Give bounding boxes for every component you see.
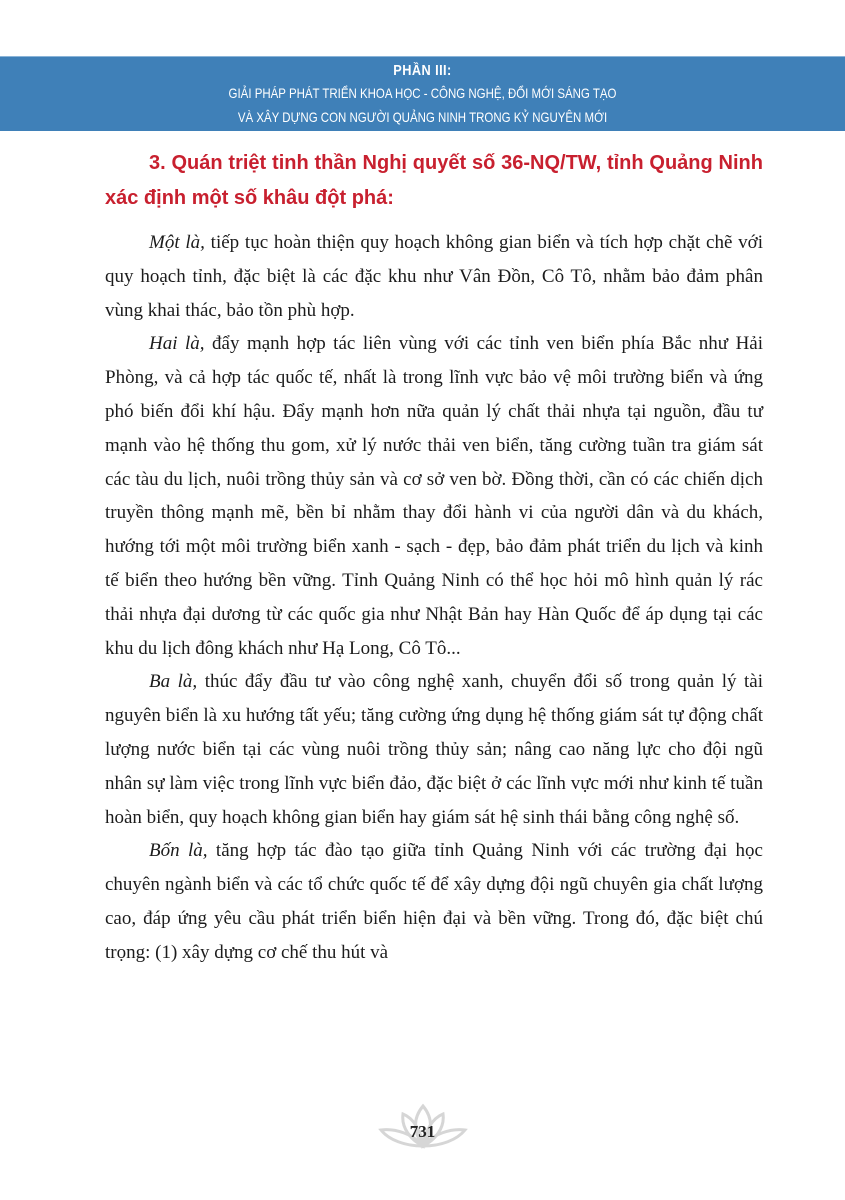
paragraph-text: thúc đẩy đầu tư vào công nghệ xanh, chuyển đổi số trong quản lý tài nguyên biển là xu hướng tất yếu; tăng cường ứng dụng hệ thống giám sát tự động chất lượng nước biển tại các vùng nuôi trồng thủy sản; nâng cao năng lực cho đội ngũ nhân sự làm việc trong lĩnh vực biển đảo, đặc biệt ở các lĩnh vực mới như kinh tế tuần hoàn biển, quy hoạch không gian biển hay giám sát hệ sinh thái bằng công nghệ số. [105,671,763,828]
paragraph-one [105,226,763,327]
paragraph-text: tiếp tục hoàn thiện quy hoạch không gian biển và tích hợp chặt chẽ với quy hoạch tỉnh, đặc biệt là các đặc khu như Vân Đồn, Cô Tô, nhằm bảo đảm phân vùng khai thác, bảo tồn phù hợp. [105,232,763,321]
part-subtitle-line2: VÀ XÂY DỰNG CON NGƯỜI QUẢNG NINH TRONG KỶ NGUYÊN MỚI [237,109,608,125]
paragraph-two [105,327,763,665]
paragraph-four [105,834,763,969]
paragraph-text: đẩy mạnh hợp tác liên vùng với các tỉnh ven biển phía Bắc như Hải Phòng, và cả hợp tác quốc tế, nhất là trong lĩnh vực bảo vệ môi trường biển và ứng phó biến đổi khí hậu. Đẩy mạnh hơn nữa quản lý chất thải nhựa tại nguồn, đầu tư mạnh vào hệ thống thu gom, xử lý nước thải ven biển, tăng cường tuần tra giám sát các tàu du lịch, nuôi trồng thủy sản và cơ sở ven bờ. Đồng thời, cần có các chiến dịch truyền thông mạnh mẽ, bền bỉ nhằm thay đổi hành vi của người dân và du khách, hướng tới một môi trường biển xanh - sạch - đẹp, bảo đảm phát triển du lịch và kinh tế biển theo hướng bền vững. Tỉnh Quảng Ninh có thể học hỏi mô hình quản lý rác thải nhựa đại dương từ các quốc gia như Nhật Bản hay Hàn Quốc để áp dụng tại các khu du lịch đông khách như Hạ Long, Cô Tô... [105,333,764,659]
paragraph-lead: Bốn là, [149,840,208,862]
paragraph-lead: Hai là, [149,333,205,355]
part-title: PHẦN III: [393,62,452,79]
page-number: 731 [409,1122,436,1141]
paragraph-three [105,665,763,834]
page-footer [0,1100,845,1160]
section-heading: 3. Quán triệt tinh thần Nghị quyết số 36-NQ/TW, tỉnh Quảng Ninh xác định một số khâu đột phá: [105,152,763,209]
paragraph-text: tăng hợp tác đào tạo giữa tỉnh Quảng Ninh với các trường đại học chuyên ngành biển và các tổ chức quốc tế để xây dựng đội ngũ chuyên gia chất lượng cao, đáp ứng yêu cầu phát triển biển hiện đại và bền vững. Trong đó, đặc biệt chú trọng: (1) xây dựng cơ chế thu hút và [105,840,763,963]
page-body [105,146,763,970]
chapter-banner [0,56,845,131]
paragraph-lead: Ba là, [149,671,198,693]
paragraph-lead: Một là, [149,232,205,253]
part-subtitle-line1: GIẢI PHÁP PHÁT TRIỂN KHOA HỌC - CÔNG NGHỆ, ĐỔI MỚI SÁNG TẠO [228,85,617,101]
